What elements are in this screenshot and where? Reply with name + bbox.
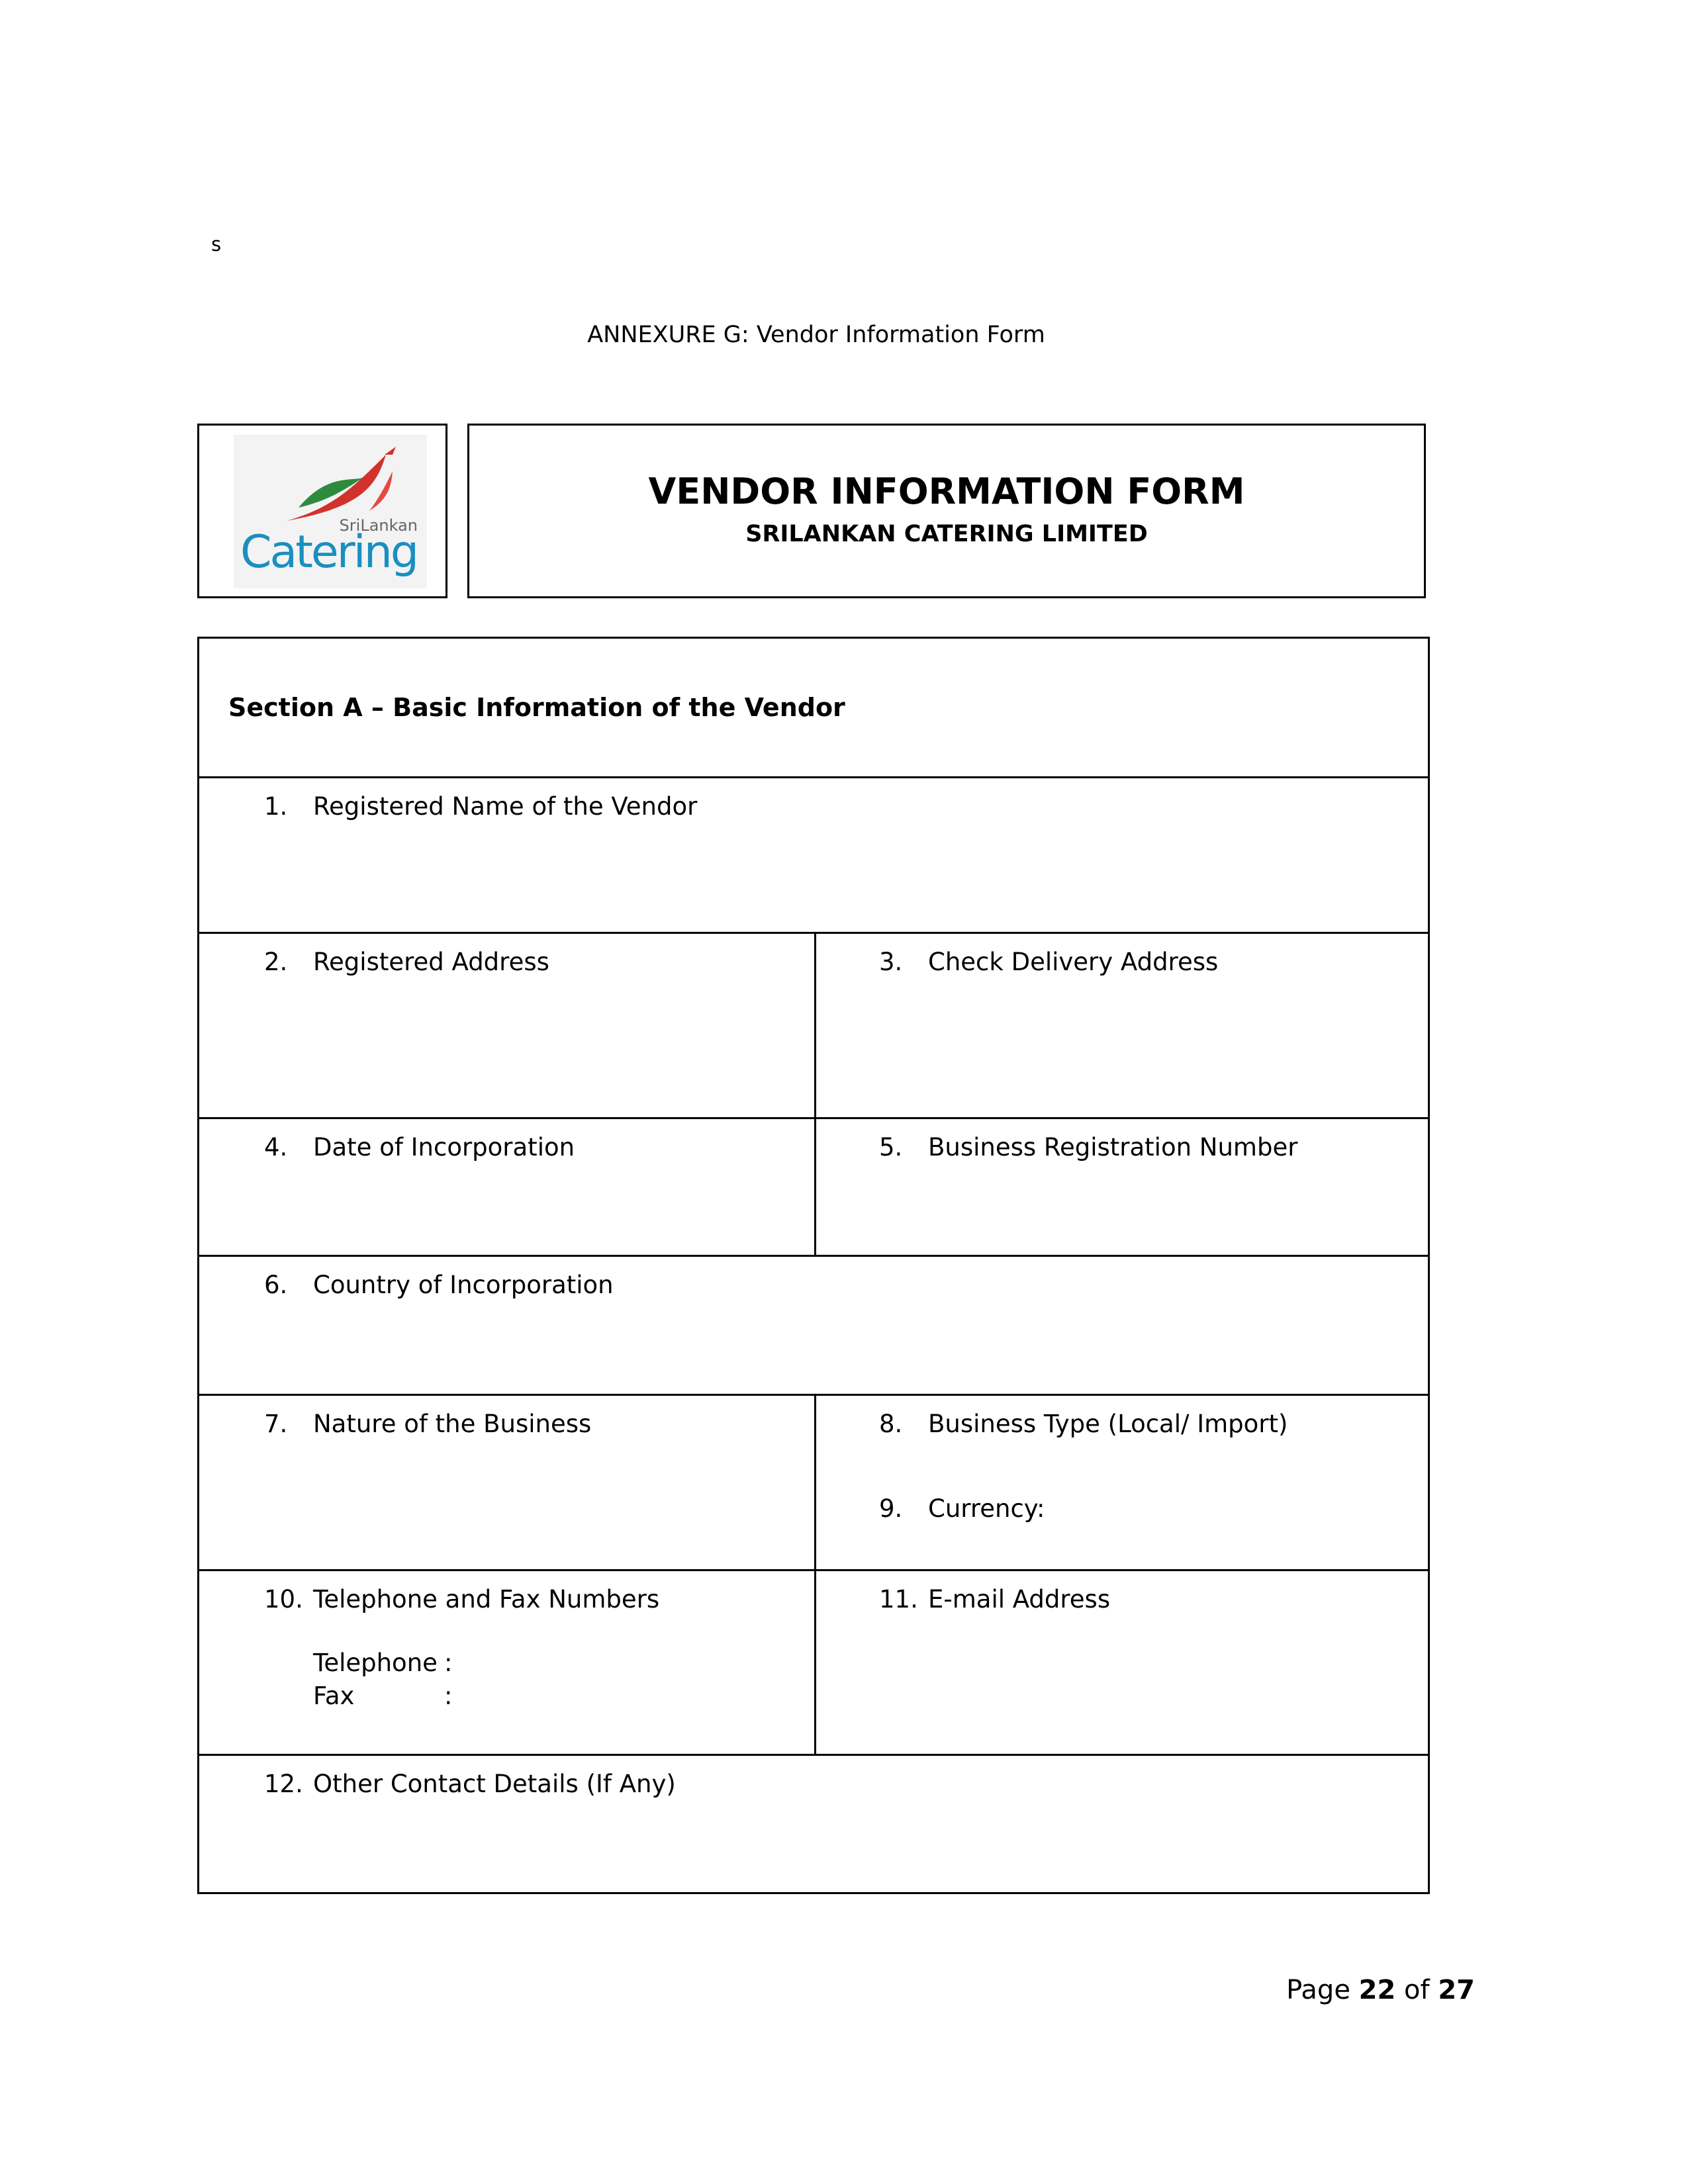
telephone-label: Telephone	[313, 1649, 438, 1677]
field-telephone-fax[interactable]: 10. Telephone and Fax Numbers	[264, 1585, 660, 1614]
field-registered-address[interactable]: 2. Registered Address	[264, 948, 549, 976]
stray-text: s	[211, 233, 222, 255]
svg-text:SriLankan: SriLankan	[339, 516, 418, 535]
divider	[199, 1255, 1428, 1257]
field-business-type[interactable]: 8. Business Type (Local/ Import)	[879, 1410, 1288, 1438]
bird-logo-icon	[234, 435, 427, 588]
divider	[199, 1754, 1428, 1756]
divider	[199, 932, 1428, 934]
company-logo	[234, 435, 427, 588]
form-subtitle: SRILANKAN CATERING LIMITED	[745, 521, 1148, 547]
fax-colon: :	[444, 1682, 453, 1710]
column-divider	[814, 932, 816, 1255]
field-check-delivery-address[interactable]: 3. Check Delivery Address	[879, 948, 1219, 976]
divider	[199, 1569, 1428, 1571]
form-title: VENDOR INFORMATION FORM	[648, 471, 1245, 512]
divider	[199, 1394, 1428, 1396]
page-number: Page 22 of 27	[1286, 1975, 1475, 2005]
column-divider	[814, 1394, 816, 1754]
telephone-colon: :	[444, 1649, 453, 1677]
field-business-registration-number[interactable]: 5. Business Registration Number	[879, 1133, 1298, 1161]
vendor-info-table	[197, 637, 1430, 1894]
divider	[199, 776, 1428, 778]
field-country-of-incorporation[interactable]: 6. Country of Incorporation	[264, 1271, 614, 1299]
field-currency[interactable]: 9. Currency:	[879, 1494, 1045, 1523]
field-registered-name[interactable]: 1. Registered Name of the Vendor	[264, 792, 698, 821]
field-nature-of-business[interactable]: 7. Nature of the Business	[264, 1410, 592, 1438]
form-header	[467, 424, 1426, 598]
logo-box	[197, 424, 447, 598]
divider	[199, 1117, 1428, 1119]
field-other-contact-details[interactable]: 12. Other Contact Details (If Any)	[264, 1770, 676, 1798]
field-email-address[interactable]: 11. E-mail Address	[879, 1585, 1111, 1614]
fax-label: Fax	[313, 1682, 355, 1710]
svg-text:Catering: Catering	[240, 526, 419, 578]
section-title: Section A – Basic Information of the Vendor	[228, 693, 845, 722]
annexure-title: ANNEXURE G: Vendor Information Form	[587, 322, 1045, 348]
field-date-of-incorporation[interactable]: 4. Date of Incorporation	[264, 1133, 575, 1161]
